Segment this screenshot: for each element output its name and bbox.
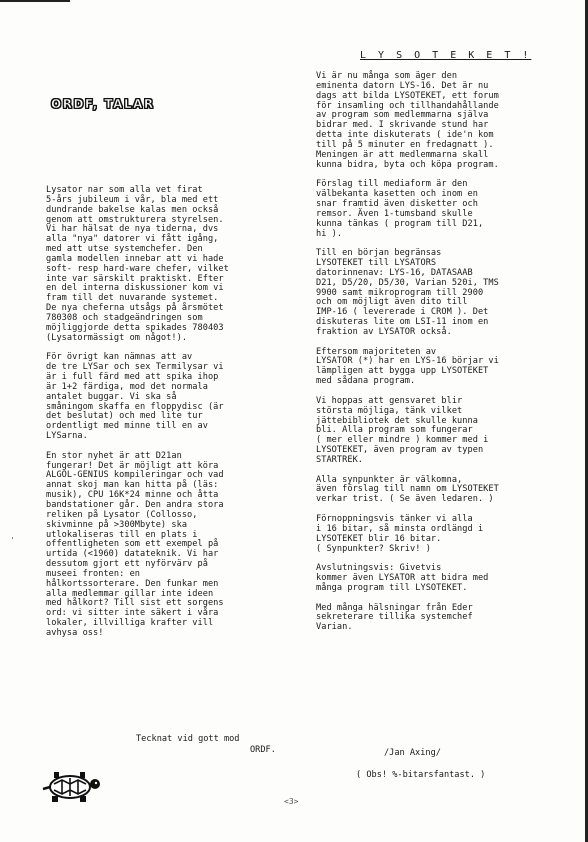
text-line: snar framtid även disketter och	[316, 198, 478, 209]
text-line: fraktion av LYSATOR också.	[316, 326, 452, 337]
text-line: detta inte diskuterats ( ide'n kom	[316, 130, 494, 141]
text-line: Förnoppningsvis tänker vi alla	[316, 513, 473, 524]
left-column-text	[46, 186, 286, 639]
text-line: LYSATOR (*) har en LYS-16 börjar vi	[316, 356, 499, 367]
text-line: även förslag till namn om LYSOTEKET	[316, 484, 499, 495]
text-line: Alla synpunkter är välkomna,	[316, 474, 463, 485]
text-line: Meningen är att medlemmarna skall	[316, 149, 489, 160]
footnote: ( Obs! %-bitarsfantast. )	[356, 770, 486, 780]
text-line: med att utse systemchefer. Den	[46, 244, 203, 255]
text-line: Förslag till mediaform är den	[316, 179, 468, 190]
text-line: museei fronten: en	[46, 568, 141, 579]
text-line: annat skoj man kan hitta på (läs:	[46, 480, 219, 491]
turtle-logo-icon	[40, 770, 104, 806]
text-line: Vi hoppas att gensvaret blir	[316, 395, 463, 406]
text-line: dundrande bakelse kalas men också	[46, 204, 219, 215]
text-line: möjliggjorde detta spikades 780403	[46, 322, 224, 333]
text-line: avhysa oss!	[46, 627, 104, 638]
closing-line: Tecknat vid gott mod	[136, 734, 240, 744]
text-line: 5-års jubileum i vår, bla med ett	[46, 194, 219, 205]
text-line: många program till LYSOTEKET.	[316, 582, 468, 593]
text-line: eminenta datorn LYS-16. Det är nu	[316, 80, 489, 91]
text-line: är 1+2 färdiga, mod det normala	[46, 381, 208, 392]
text-line: 780308 och stadgeändringen som	[46, 312, 203, 323]
text-line: (Lysatormässigt om något!).	[46, 332, 188, 343]
text-line: ALGOL-GENIUS kompileringar och vad	[46, 470, 224, 481]
text-line: de tre LYSar och sex Termilysar vi	[46, 362, 224, 373]
text-line: Lysator nar som alla vet firat	[46, 185, 203, 195]
text-line: fungerar! Det är möjligt att köra	[46, 460, 219, 471]
text-line: Avslutningsvis: Givetvis	[316, 563, 442, 574]
text-line: STARTREK.	[316, 454, 364, 465]
text-line: datorinnenav: LYS-16, DATASAAB	[316, 267, 473, 278]
text-line: hi ).	[316, 228, 343, 239]
text-line: och om möjligt även dito till	[316, 297, 468, 308]
text-line: remsor. Även 1-tumsband skulle	[316, 208, 473, 219]
text-line: verkar trist. ( Se även ledaren. )	[316, 494, 494, 505]
text-line: offentligheten som ett exempel på	[46, 539, 219, 550]
ordf-heading: ORDF, TALAR	[51, 97, 155, 111]
text-line: bli. Alla program som fungerar	[316, 425, 473, 436]
text-line: fram till det nuvarande systemet.	[46, 293, 219, 304]
text-line: IMP-16 ( levererade i CROM ). Det	[316, 307, 489, 318]
text-line: musik), CPU 16K*24 minne och åtta	[46, 490, 219, 501]
text-line: alla "nya" datorer vi fått igång,	[46, 234, 219, 245]
text-line: i 16 bitar, så minsta ordlängd i	[316, 523, 484, 534]
text-line: det beslutat) och med lite tur	[46, 411, 203, 422]
text-line: småningom skaffa en floppydisc (är	[46, 401, 224, 412]
text-line: LYSarna.	[46, 431, 88, 442]
text-line: Vi är nu många som äger den	[316, 71, 458, 81]
text-line: med sådana program.	[316, 376, 416, 387]
ordf-signature: ORDF.	[250, 745, 276, 755]
text-line: skivminne på >300Mbyte) ska	[46, 519, 188, 530]
text-line: Med många hälsningar från Eder	[316, 602, 473, 613]
text-line: kommer även LYSATOR att bidra med	[316, 573, 489, 584]
text-line: För övrigt kan nämnas att av	[46, 352, 193, 363]
text-line: LYSOTEKET till LYSATORS	[316, 258, 437, 269]
text-line: alla medlemmar gillar inte ideen	[46, 588, 214, 599]
text-line: reliken på Lysator (Collosso,	[46, 509, 198, 520]
margin-mark: '	[10, 536, 15, 545]
lysoteket-heading: L Y S O T E K E T !	[360, 50, 532, 61]
text-line: jättebibliotek det skulle kunna	[316, 415, 478, 426]
text-line: bidrar med. I skrivande stund har	[316, 120, 489, 131]
text-line: en del interna diskussioner kom vi	[46, 283, 224, 294]
text-line: utlokaliseras till en plats i	[46, 529, 198, 540]
text-line: största möjliga, tänk vilket	[316, 405, 463, 416]
text-line: Till en början begränsas	[316, 248, 442, 259]
text-line: ( mer eller mindre ) kommer med i	[316, 435, 489, 446]
text-line: antalet buggar. Vi ska så	[46, 391, 177, 402]
text-line: inte var särskilt praktiskt. Efter	[46, 273, 224, 284]
text-line: Vi har hälsat de nya tiderna, dvs	[46, 224, 219, 235]
text-line: Varian.	[316, 622, 353, 633]
text-line: soft- resp hard-ware chefer, vilket	[46, 263, 229, 274]
text-line: ordentligt med minne till en av	[46, 421, 208, 432]
text-line: kunna bidra, byta och köpa program.	[316, 159, 499, 170]
text-line: ( Synpunkter? Skriv! )	[316, 543, 431, 554]
text-line: är i full färd med att spika ihop	[46, 372, 219, 383]
text-line: till på 5 minuter en fredagnatt ).	[316, 139, 494, 150]
text-line: D21, D5/20, D5/30, Varian 520i, TMS	[316, 277, 499, 288]
text-line: De nya cheferna utsågs på årsmötet	[46, 303, 224, 314]
text-line: LYSOTEKET, även program av typen	[316, 445, 484, 456]
text-line: sekreterare tillika systemchef	[316, 612, 473, 623]
text-line: dags att bilda LYSOTEKET, ett forum	[316, 90, 499, 101]
text-line: diskuteras lite om LSI-11 inom en	[316, 317, 489, 328]
text-line: kunna tänkas ( program till D21,	[316, 218, 484, 229]
text-line: Eftersom majoriteten av	[316, 346, 437, 357]
text-line: urtida (<1960) datateknik. Vi har	[46, 549, 219, 560]
text-line: genom att omstrukturera styrelsen.	[46, 214, 224, 225]
text-line: bandstationer går. Den andra stora	[46, 500, 224, 510]
text-line: LYSOTEKET blir 16 bitar.	[316, 533, 442, 544]
page-number: <3>	[284, 797, 299, 806]
text-line: 9900 samt mikroprogram till 2900	[316, 287, 484, 298]
text-line: hålkortssorterare. Den funkar men	[46, 578, 219, 589]
jan-axing-signature: /Jan Axing/	[384, 748, 441, 758]
text-line: dessutom gjort ett nyförvärv på	[46, 559, 208, 570]
text-line: med hålkort? Till sist ett sorgens	[46, 598, 224, 609]
text-line: välbekanta kasetten och inom en	[316, 189, 478, 200]
text-line: lämpligen att bygga upp LYSOTEKET	[316, 366, 489, 377]
text-line: ord: vi sitter inte säkert i våra	[46, 608, 219, 619]
text-line: för insamling och tillhandahållande	[316, 100, 499, 111]
text-line: En stor nyhet är att D21an	[46, 450, 182, 461]
text-line: gamla modellen innebar att vi hade	[46, 253, 224, 264]
text-line: lokaler, illvilliga krafter vill	[46, 618, 214, 629]
text-line: av program som medlemmarna själva	[316, 110, 489, 121]
right-column-text	[316, 72, 578, 633]
top-rule	[0, 0, 70, 2]
